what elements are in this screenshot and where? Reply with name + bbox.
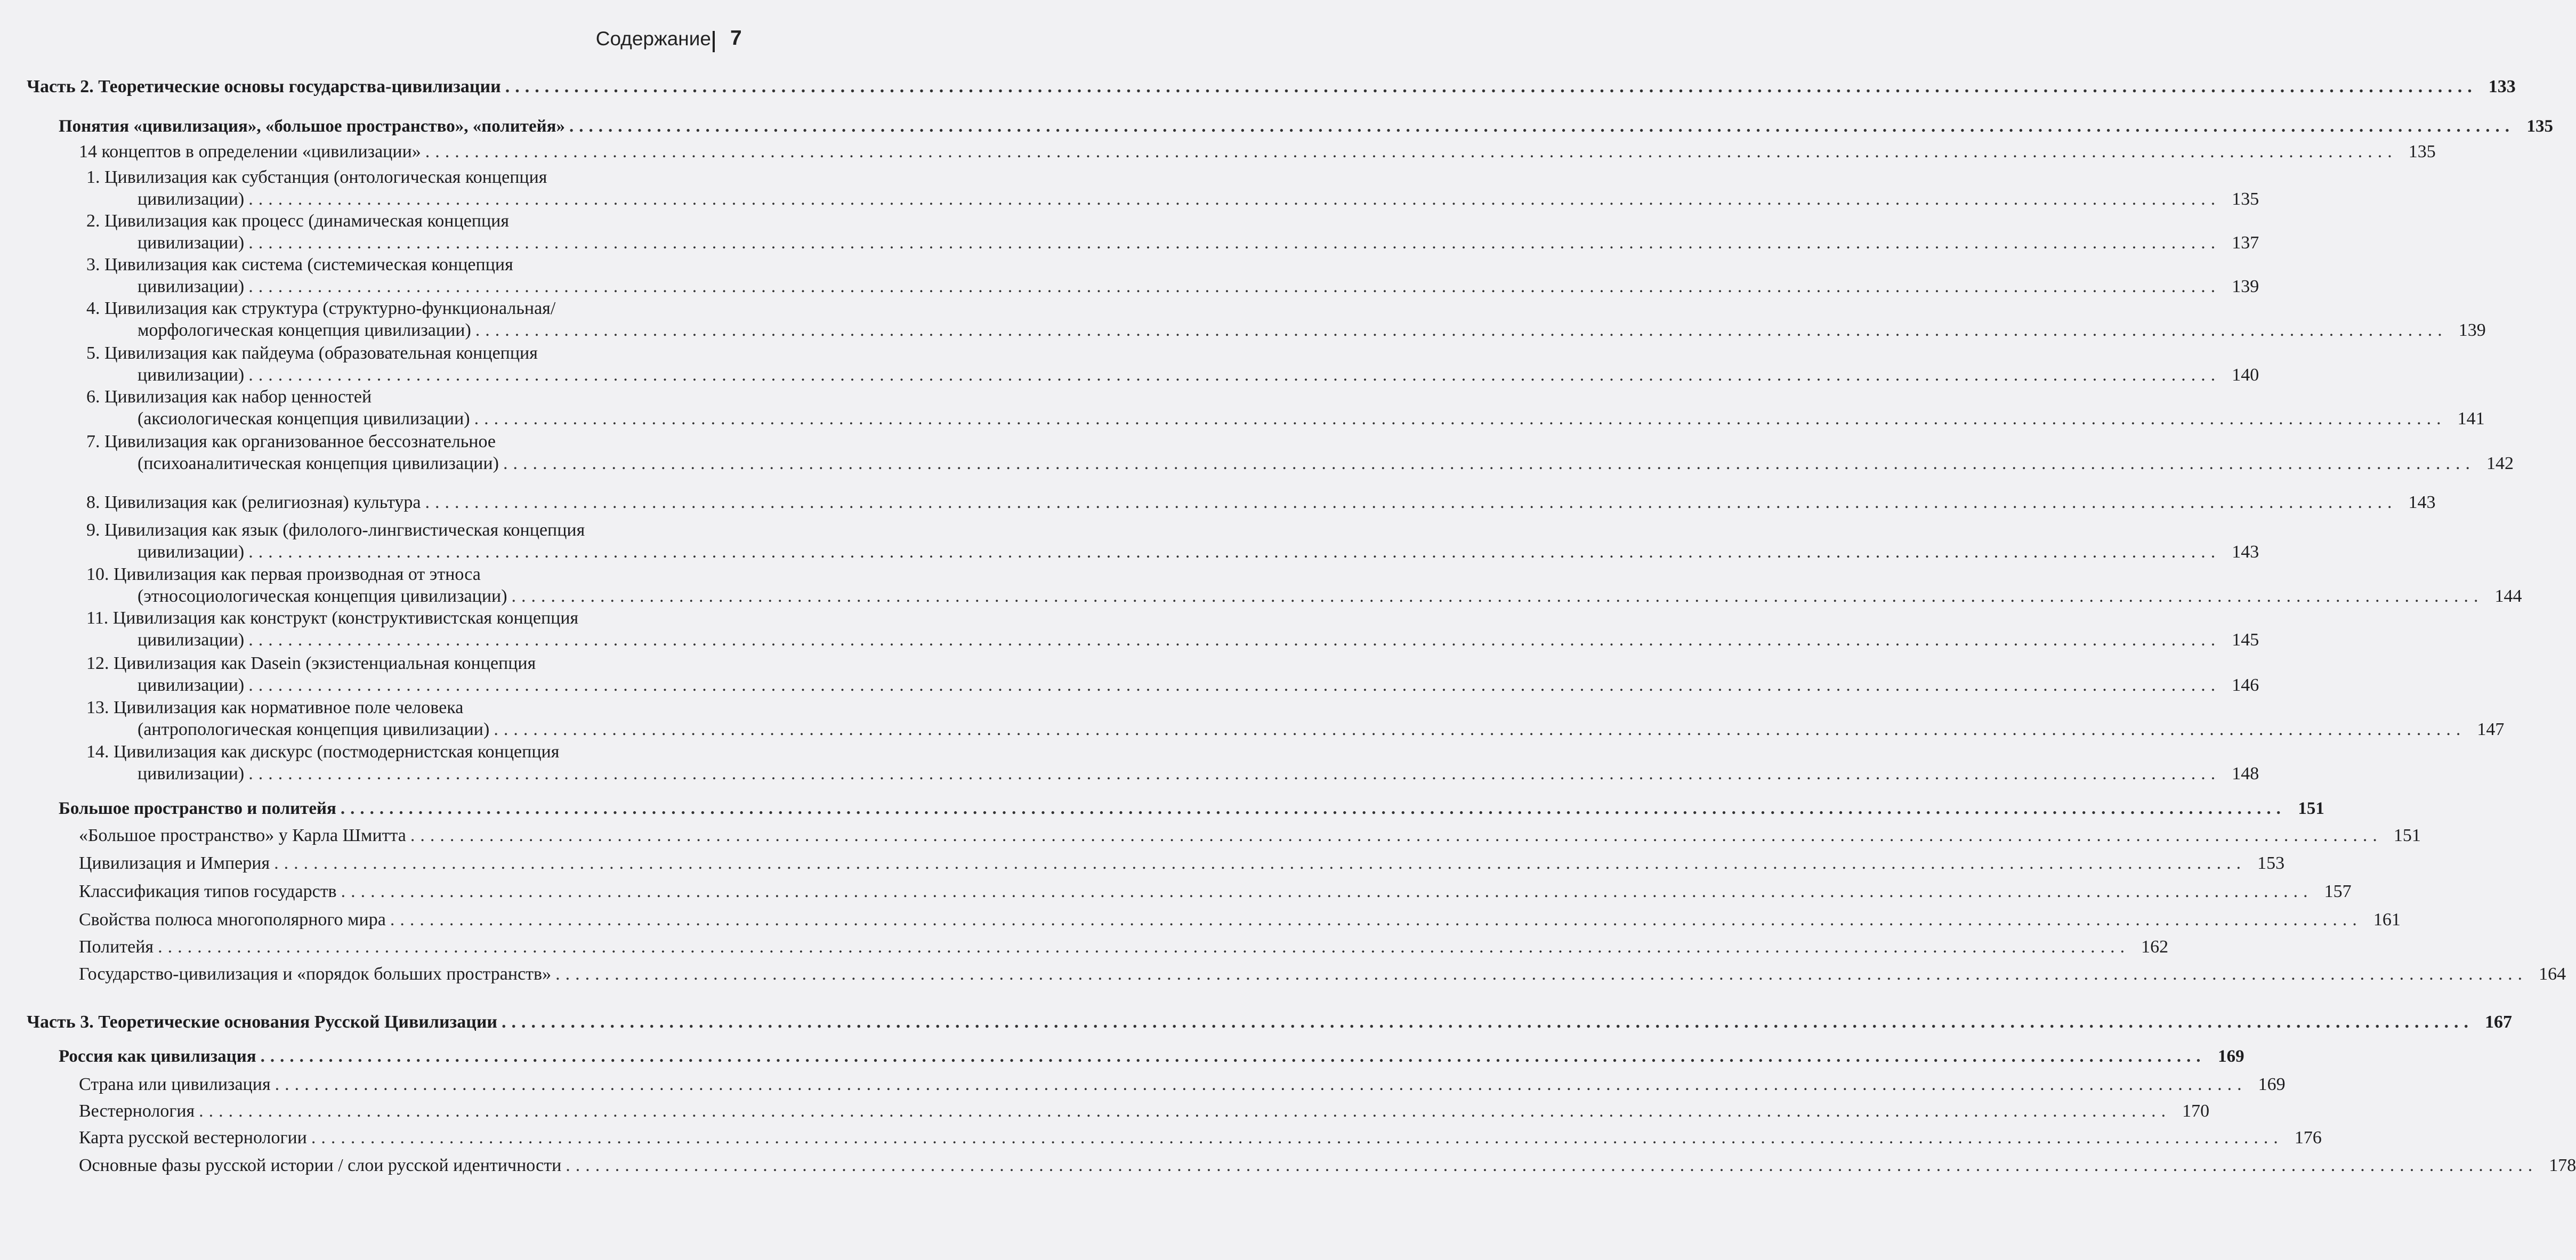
toc-entry-page: 178 (2549, 1156, 2576, 1175)
dot-leader: ........................................................................................................................................................................................................ (494, 720, 2466, 739)
dot-leader: ........................................................................................................................................................................................................ (248, 630, 2221, 650)
dot-leader: ........................................................................................................................................................................................................ (502, 1012, 2474, 1032)
toc-entry-title: цивилизации) (138, 189, 245, 209)
toc-line (86, 253, 770, 277)
toc-line (86, 673, 2259, 697)
header-separator (713, 31, 715, 52)
toc-entry-title: 6. Цивилизация как набор ценностей (86, 387, 372, 407)
toc-line (86, 540, 2259, 564)
toc-entry-page: 167 (2485, 1012, 2513, 1032)
toc-entry (27, 75, 2516, 99)
toc-entry-page: 143 (2232, 542, 2259, 562)
toc-entry (86, 606, 2259, 652)
toc-entry-page: 169 (2218, 1047, 2244, 1066)
toc-entry-page: 141 (2457, 409, 2485, 429)
toc-entry-title: Цивилизация и Империя (79, 853, 270, 873)
toc-entry-page: 151 (2393, 826, 2421, 845)
toc-line (86, 606, 770, 630)
toc-entry-page: 144 (2494, 586, 2522, 606)
toc-entry-title: (антропологическая концепция цивилизации) (138, 720, 490, 739)
toc-entry (79, 962, 2566, 986)
toc-entry-title: 14 концептов в определении «цивилизации» (79, 142, 421, 161)
running-header-title: Содержание (595, 28, 711, 50)
toc-line (86, 165, 770, 189)
dot-leader: ........................................................................................................................................................................................................ (248, 365, 2221, 385)
toc-entry-title: Часть 2. Теоретические основы государства-цивилизации (27, 77, 501, 96)
dot-leader: ........................................................................................................................................................................................................ (503, 454, 2475, 473)
toc-entry (86, 296, 2486, 342)
toc-line (86, 231, 2259, 255)
toc-line (59, 115, 2554, 139)
toc-line (86, 518, 770, 542)
toc-entry-page: 137 (2232, 233, 2259, 253)
toc-entry-title: 2. Цивилизация как процесс (динамическая концепция (86, 211, 510, 231)
toc-entry-title: морфологическая концепция цивилизации) (138, 320, 471, 340)
toc-line (79, 935, 2169, 959)
dot-leader: ........................................................................................................................................................................................................ (341, 882, 2313, 901)
toc-entry-page: 170 (2182, 1101, 2210, 1121)
toc-line (27, 1010, 2513, 1034)
toc-entry (79, 823, 2421, 847)
toc-line (59, 797, 2324, 821)
dot-leader: ........................................................................................................................................................................................................ (511, 586, 2484, 606)
toc-entry-title: цивилизации) (138, 675, 245, 695)
dot-leader: ........................................................................................................................................................................................................ (425, 142, 2397, 161)
toc-entry (86, 518, 2259, 564)
toc-entry (86, 430, 2514, 475)
toc-entry-title: цивилизации) (138, 630, 245, 650)
toc-entry-title: цивилизации) (138, 365, 245, 385)
toc-entry (59, 1045, 2244, 1069)
dot-leader: ........................................................................................................................................................................................................ (474, 409, 2446, 429)
dot-leader: ........................................................................................................................................................................................................ (410, 826, 2383, 845)
toc-line (86, 296, 770, 320)
dot-leader: ........................................................................................................................................................................................................ (248, 542, 2221, 562)
toc-entry (79, 879, 2352, 903)
dot-leader: ........................................................................................................................................................................................................ (158, 937, 2130, 957)
toc-entry-title: «Большое пространство» у Карла Шмитта (79, 826, 406, 845)
dot-leader: ........................................................................................................................................................................................................ (555, 964, 2528, 984)
dot-leader: ........................................................................................................................................................................................................ (425, 492, 2397, 512)
toc-entry-page: 145 (2232, 630, 2259, 650)
toc-line (86, 696, 770, 720)
toc-entry (86, 253, 2259, 298)
toc-entry-title: 3. Цивилизация как система (системическая концепция (86, 255, 513, 274)
toc-entry (86, 341, 2259, 387)
toc-entry (79, 908, 2401, 932)
toc-line (79, 1072, 2286, 1096)
page-number: 7 (730, 27, 742, 50)
toc-entry (86, 562, 2522, 608)
toc-entry-title: Политейя (79, 937, 154, 957)
toc-entry-page: 135 (2232, 189, 2259, 209)
toc-entry-title: 14. Цивилизация как дискурс (постмодернистская концепция (86, 742, 560, 762)
toc-entry-title: 11. Цивилизация как конструкт (конструктивистская концепция (86, 608, 579, 628)
toc-line (86, 187, 2259, 211)
toc-line (79, 962, 2566, 986)
toc-entry (86, 209, 2259, 255)
toc-entry-page: 164 (2539, 964, 2566, 984)
toc-entry (79, 851, 2285, 875)
toc-line (86, 628, 2259, 652)
toc-entry-title: 7. Цивилизация как организованное бессознательное (86, 432, 496, 451)
toc-entry-title: Свойства полюса многополярного мира (79, 910, 386, 930)
toc-entry-page: 151 (2298, 799, 2324, 818)
toc-entry-title: Классификация типов государств (79, 882, 337, 901)
toc-line (86, 451, 2514, 475)
toc-line (79, 879, 2352, 903)
toc-line (86, 363, 2259, 387)
toc-entry-page: 135 (2408, 142, 2436, 161)
toc-entry-title: 10. Цивилизация как первая производная от этноса (86, 564, 481, 584)
toc-entry (79, 1072, 2286, 1096)
toc-entry-title: Россия как цивилизация (59, 1047, 256, 1066)
toc-line (86, 651, 770, 675)
toc-entry-title: Основные фазы русской истории / слои русской идентичности (79, 1156, 562, 1175)
toc-line (86, 274, 2259, 298)
toc-entry-page: 161 (2373, 910, 2401, 930)
toc-entry-title: (аксиологическая концепция цивилизации) (138, 409, 470, 429)
toc-entry-title: 5. Цивилизация как пайдеума (образовательная концепция (86, 343, 538, 363)
toc-entry-page: 162 (2141, 937, 2169, 957)
toc-line (79, 1099, 2210, 1123)
toc-entry-title: Государство-цивилизация и «порядок больших пространств» (79, 964, 552, 984)
toc-line (86, 407, 2485, 431)
toc-entry-title: цивилизации) (138, 233, 245, 253)
toc-line (86, 430, 770, 454)
toc-line (86, 341, 770, 365)
dot-leader: ........................................................................................................................................................................................................ (248, 277, 2221, 296)
toc-entry-page: 176 (2294, 1128, 2322, 1148)
toc-line (79, 851, 2285, 875)
toc-entry-page: 146 (2232, 675, 2259, 695)
toc-entry-title: 12. Цивилизация как Dasein (экзистенциальная концепция (86, 653, 536, 673)
toc-entry-title: Понятия «цивилизация», «большое пространство», «политейя» (59, 117, 566, 136)
toc-entry (86, 490, 2436, 514)
toc-line (86, 740, 770, 764)
toc-entry (86, 385, 2485, 431)
toc-entry (86, 651, 2259, 697)
toc-line (79, 823, 2421, 847)
dot-leader: ........................................................................................................................................................................................................ (340, 799, 2286, 818)
toc-line (86, 490, 2436, 514)
toc-entry (79, 1099, 2210, 1123)
toc-line (59, 1045, 2244, 1069)
dot-leader: ........................................................................................................................................................................................................ (505, 77, 2477, 96)
toc-entry (79, 140, 2436, 164)
dot-leader: ........................................................................................................................................................................................................ (390, 910, 2362, 930)
toc-entry-title: 13. Цивилизация как нормативное поле человека (86, 698, 464, 717)
toc-entry-title: цивилизации) (138, 764, 245, 784)
dot-leader: ........................................................................................................................................................................................................ (248, 233, 2221, 253)
toc-line (86, 209, 770, 233)
toc-entry (86, 696, 2505, 741)
toc-entry (79, 1126, 2322, 1150)
dot-leader: ........................................................................................................................................................................................................ (569, 117, 2515, 136)
toc-entry (59, 115, 2554, 139)
toc-entry-title: цивилизации) (138, 277, 245, 296)
toc-line (86, 717, 2505, 741)
toc-line (79, 140, 2436, 164)
toc-entry-title: Страна или цивилизация (79, 1075, 271, 1094)
toc-entry-title: (этносоциологическая концепция цивилизации) (138, 586, 507, 606)
dot-leader: ........................................................................................................................................................................................................ (248, 189, 2221, 209)
dot-leader: ........................................................................................................................................................................................................ (274, 1075, 2247, 1094)
toc-entry (79, 935, 2169, 959)
toc-entry-page: 139 (2458, 320, 2486, 340)
toc-entry-page: 147 (2477, 720, 2505, 739)
toc-entry (59, 797, 2324, 821)
toc-entry-page: 153 (2257, 853, 2285, 873)
toc-entry-title: (психоаналитическая концепция цивилизации) (138, 454, 499, 473)
toc-entry-title: 4. Цивилизация как структура (структурно-функциональная/ (86, 298, 556, 318)
toc-line (86, 385, 770, 409)
toc-entry-page: 139 (2232, 277, 2259, 296)
toc-entry-title: Большое пространство и политейя (59, 799, 336, 818)
toc-line (27, 75, 2516, 99)
dot-leader: ........................................................................................................................................................................................................ (248, 764, 2221, 784)
toc-entry-page: 169 (2258, 1075, 2286, 1094)
toc-entry (86, 740, 2259, 786)
toc-entry (27, 1010, 2513, 1034)
toc-entry (86, 165, 2259, 211)
toc-entry-page: 148 (2232, 764, 2259, 784)
toc-line (79, 1126, 2322, 1150)
toc-entry-title: Вестернология (79, 1101, 195, 1121)
toc-line (86, 562, 770, 586)
toc-entry-page: 157 (2324, 882, 2352, 901)
toc-entry-page: 142 (2486, 454, 2514, 473)
toc-entry-page: 143 (2408, 492, 2436, 512)
toc-entry-page: 135 (2526, 117, 2554, 136)
toc-entry-title: 8. Цивилизация как (религиозная) культура (86, 492, 421, 512)
dot-leader: ........................................................................................................................................................................................................ (274, 853, 2247, 873)
dot-leader: ........................................................................................................................................................................................................ (475, 320, 2448, 340)
dot-leader: ........................................................................................................................................................................................................ (566, 1156, 2538, 1175)
dot-leader: ........................................................................................................................................................................................................ (311, 1128, 2283, 1148)
toc-entry-title: цивилизации) (138, 542, 245, 562)
dot-leader: ........................................................................................................................................................................................................ (199, 1101, 2171, 1121)
toc-entry-page: 140 (2232, 365, 2259, 385)
toc-entry (79, 1153, 2576, 1177)
dot-leader: ........................................................................................................................................................................................................ (260, 1047, 2206, 1066)
toc-entry-page: 133 (2488, 77, 2516, 96)
toc-entry-title: Часть 3. Теоретические основания Русской Цивилизации (27, 1012, 498, 1032)
toc-line (86, 318, 2486, 342)
toc-line (86, 584, 2522, 608)
toc-line (79, 908, 2401, 932)
dot-leader: ........................................................................................................................................................................................................ (248, 675, 2221, 695)
toc-entry-title: Карта русской вестернологии (79, 1128, 307, 1148)
toc-line (86, 762, 2259, 786)
toc-line (79, 1153, 2576, 1177)
toc-entry-title: 1. Цивилизация как субстанция (онтологическая концепция (86, 167, 547, 187)
toc-entry-title: 9. Цивилизация как язык (филолого-лингвистическая концепция (86, 520, 585, 540)
